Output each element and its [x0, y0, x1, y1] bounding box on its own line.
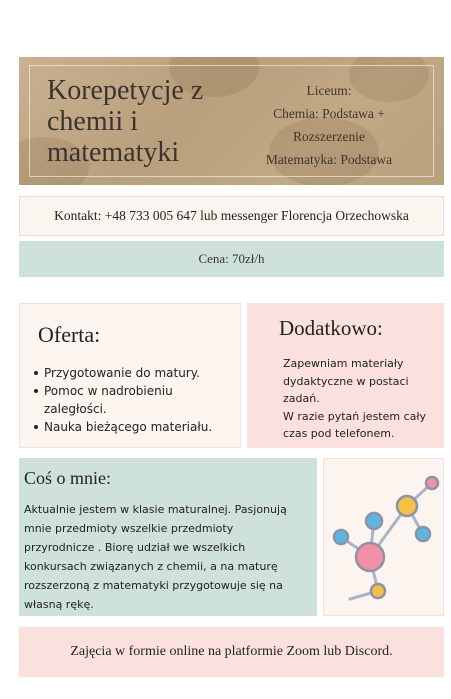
about-text [24, 500, 314, 614]
title-line: Korepetycje z [47, 75, 204, 106]
title-line: matematyki [47, 137, 180, 168]
molecule-panel [323, 458, 444, 616]
footer-text: Zajęcia w formie online na platformie Zoom lub Discord. [70, 644, 393, 659]
text-line: Aktualnie jestem w klasie maturalnej. Pasjonują [24, 503, 287, 516]
price-box [19, 241, 444, 277]
contact-text: Kontakt: +48 733 005 647 lub messenger Florencja Orzechowska [54, 208, 409, 223]
text-line: własną rękę. [24, 598, 94, 611]
level-info [224, 79, 434, 171]
contact-box [19, 196, 444, 236]
extra-box [247, 303, 444, 448]
level-line: Liceum: [306, 83, 352, 98]
footer-box [19, 627, 444, 677]
text-line: mnie przedmioty wszelkie przedmioty [24, 522, 234, 535]
molecule-icon [324, 459, 445, 617]
text-line: dydaktyczne w postaci [283, 374, 409, 388]
text-line: konkursach związanych z chemii, a na maturę [24, 560, 278, 573]
offer-heading: Oferta: [38, 322, 101, 347]
extra-text [283, 355, 441, 443]
about-box [19, 458, 317, 616]
text-line: rozszerzoną z matematyki przygotowuje się na [24, 579, 283, 592]
text-line: W razie pytań jestem cały [283, 409, 427, 423]
list-item: Nauka bieżącego materiału. [34, 418, 234, 436]
list-item: Pomoc w nadrobieniu zaległości. [34, 382, 234, 418]
page-title [47, 75, 227, 168]
offer-list [34, 364, 234, 436]
price-text: Cena: 70zł/h [198, 251, 265, 266]
level-line: Chemia: Podstawa + [273, 106, 385, 121]
text-line: zadań. [283, 392, 320, 405]
text-line: czas pod telefonem. [283, 427, 395, 440]
header-banner [19, 57, 444, 185]
about-heading: Coś o mnie: [24, 468, 112, 488]
text-line: przyrodnicze . Biorę udział we wszelkich [24, 541, 246, 554]
text-line: Zapewniam materiały [283, 357, 404, 370]
level-line: Matematyka: Podstawa [265, 152, 393, 167]
extra-heading: Dodatkowo: [279, 316, 383, 340]
offer-box [19, 303, 241, 448]
list-item: Przygotowanie do matury. [34, 364, 234, 382]
level-line: Rozszerzenie [293, 129, 365, 144]
title-line: chemii i [47, 106, 138, 137]
